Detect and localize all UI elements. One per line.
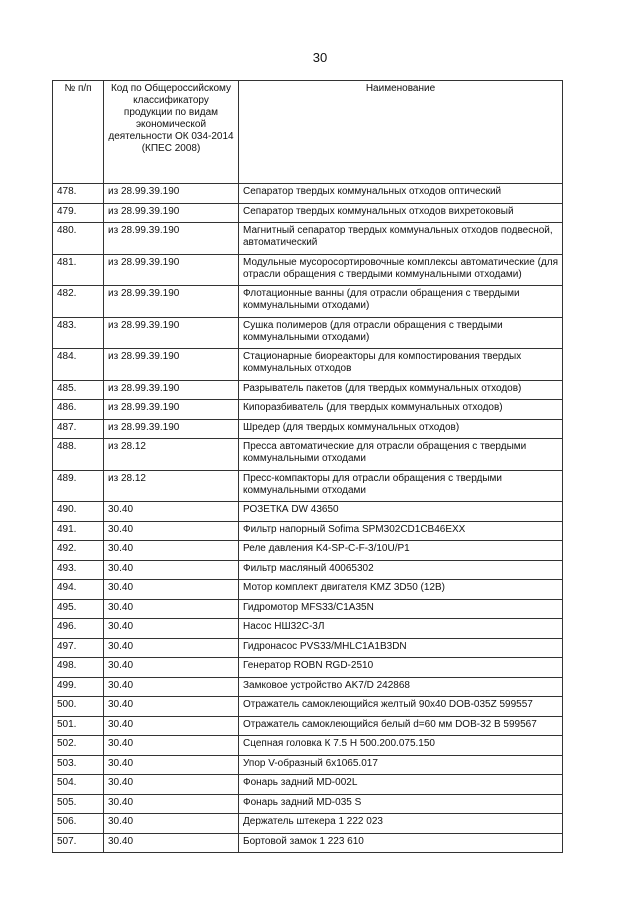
table-row [53, 638, 563, 658]
table-row [53, 677, 563, 697]
row-number-cell: 494. [53, 580, 104, 600]
row-code-cell: из 28.99.39.190 [104, 203, 239, 223]
row-code-cell: из 28.99.39.190 [104, 380, 239, 400]
table-row [53, 619, 563, 639]
row-number-cell: 479. [53, 203, 104, 223]
row-code-cell: из 28.99.39.190 [104, 419, 239, 439]
row-number-cell: 500. [53, 697, 104, 717]
row-code-cell: из 28.99.39.190 [104, 254, 239, 286]
row-name-cell: Кипоразбиватель (для твердых коммунальных отходов) [239, 400, 563, 420]
table-row [53, 470, 563, 502]
row-number-cell: 482. [53, 286, 104, 318]
row-number-cell: 487. [53, 419, 104, 439]
row-number-cell: 507. [53, 833, 104, 853]
row-name-cell: Магнитный сепаратор твердых коммунальных отходов подвесной, автоматический [239, 223, 563, 255]
row-code-cell: 30.40 [104, 697, 239, 717]
row-number-cell: 504. [53, 775, 104, 795]
table-row [53, 184, 563, 204]
row-number-cell: 490. [53, 502, 104, 522]
row-number-cell: 488. [53, 439, 104, 471]
row-name-cell: Генератор ROBN RGD-2510 [239, 658, 563, 678]
row-code-cell: из 28.99.39.190 [104, 184, 239, 204]
table-row [53, 286, 563, 318]
row-number-cell: 496. [53, 619, 104, 639]
table-row [53, 349, 563, 381]
row-name-cell: Фильтр напорный Sofima SPM302CD1CB46EXX [239, 521, 563, 541]
row-code-cell: из 28.12 [104, 439, 239, 471]
row-code-cell: 30.40 [104, 736, 239, 756]
row-name-cell: Гидронасос PVS33/MHLC1A1B3DN [239, 638, 563, 658]
table-row [53, 317, 563, 349]
row-code-cell: 30.40 [104, 658, 239, 678]
row-name-cell: Стационарные биореакторы для компостирования твердых коммунальных отходов [239, 349, 563, 381]
row-number-cell: 503. [53, 755, 104, 775]
row-number-cell: 485. [53, 380, 104, 400]
row-number-cell: 484. [53, 349, 104, 381]
row-code-cell: 30.40 [104, 560, 239, 580]
row-code-cell: из 28.99.39.190 [104, 286, 239, 318]
row-name-cell: Разрыватель пакетов (для твердых коммунальных отходов) [239, 380, 563, 400]
row-number-cell: 492. [53, 541, 104, 561]
row-code-cell: 30.40 [104, 794, 239, 814]
row-name-cell: Сцепная головка К 7.5 Н 500.200.075.150 [239, 736, 563, 756]
page-number: 30 [312, 50, 328, 65]
row-name-cell: Шредер (для твердых коммунальных отходов) [239, 419, 563, 439]
row-name-cell: Фильтр масляный 40065302 [239, 560, 563, 580]
row-number-cell: 506. [53, 814, 104, 834]
row-name-cell: РОЗЕТКА DW 43650 [239, 502, 563, 522]
table-row [53, 439, 563, 471]
row-number-cell: 498. [53, 658, 104, 678]
table-row [53, 697, 563, 717]
row-number-cell: 495. [53, 599, 104, 619]
row-name-cell: Сепаратор твердых коммунальных отходов вихретоковый [239, 203, 563, 223]
row-number-cell: 483. [53, 317, 104, 349]
row-number-cell: 501. [53, 716, 104, 736]
row-name-cell: Отражатель самоклеющийся желтый 90x40 DOB-035Z 599557 [239, 697, 563, 717]
table-row [53, 254, 563, 286]
row-code-cell: из 28.99.39.190 [104, 317, 239, 349]
table-row [53, 599, 563, 619]
row-number-cell: 480. [53, 223, 104, 255]
row-code-cell: 30.40 [104, 599, 239, 619]
table-row [53, 419, 563, 439]
row-name-cell: Фонарь задний MD-002L [239, 775, 563, 795]
table-row [53, 541, 563, 561]
row-code-cell: 30.40 [104, 716, 239, 736]
row-code-cell: из 28.99.39.190 [104, 349, 239, 381]
table-row [53, 716, 563, 736]
row-name-cell: Флотационные ванны (для отрасли обращения с твердыми коммунальными отходами) [239, 286, 563, 318]
row-name-cell: Насос НШ32С-3Л [239, 619, 563, 639]
table-row [53, 833, 563, 853]
table-row [53, 502, 563, 522]
row-name-cell: Реле давления K4-SP-C-F-3/10U/P1 [239, 541, 563, 561]
table-row [53, 400, 563, 420]
row-code-cell: из 28.99.39.190 [104, 223, 239, 255]
table-row [53, 560, 563, 580]
row-name-cell: Держатель штекера 1 222 023 [239, 814, 563, 834]
row-name-cell: Модульные мусоросортировочные комплексы автоматические (для отрасли обращения с твердыми коммунальными отходами) [239, 254, 563, 286]
row-number-cell: 502. [53, 736, 104, 756]
table-row [53, 223, 563, 255]
table-header-row [53, 81, 563, 184]
row-number-cell: 491. [53, 521, 104, 541]
table-row [53, 736, 563, 756]
header-name: Наименование [239, 81, 563, 184]
table-row [53, 580, 563, 600]
row-code-cell: 30.40 [104, 677, 239, 697]
table-row [53, 755, 563, 775]
row-number-cell: 489. [53, 470, 104, 502]
product-table [52, 80, 563, 853]
table-row [53, 203, 563, 223]
row-code-cell: 30.40 [104, 502, 239, 522]
table-row [53, 521, 563, 541]
table-row [53, 658, 563, 678]
row-number-cell: 481. [53, 254, 104, 286]
row-code-cell: 30.40 [104, 521, 239, 541]
table-row [53, 380, 563, 400]
row-number-cell: 493. [53, 560, 104, 580]
row-name-cell: Фонарь задний MD-035 S [239, 794, 563, 814]
row-code-cell: из 28.99.39.190 [104, 400, 239, 420]
header-code: Код по Общероссийскому классификатору продукции по видам экономической деятельности ОК 034-2014 (КПЕС 2008) [104, 81, 239, 184]
row-code-cell: 30.40 [104, 638, 239, 658]
row-name-cell: Отражатель самоклеющийся белый d=60 мм DOB-32 B 599567 [239, 716, 563, 736]
row-name-cell: Упор V-образный 6x1065.017 [239, 755, 563, 775]
row-name-cell: Бортовой замок 1 223 610 [239, 833, 563, 853]
row-code-cell: 30.40 [104, 541, 239, 561]
row-code-cell: 30.40 [104, 619, 239, 639]
row-code-cell: 30.40 [104, 580, 239, 600]
row-code-cell: 30.40 [104, 775, 239, 795]
header-num: № п/п [53, 81, 104, 184]
row-name-cell: Замковое устройство AK7/D 242868 [239, 677, 563, 697]
row-name-cell: Пресс-компакторы для отрасли обращения с твердыми коммунальными отходами [239, 470, 563, 502]
row-number-cell: 478. [53, 184, 104, 204]
row-code-cell: из 28.12 [104, 470, 239, 502]
table-row [53, 794, 563, 814]
table-body [53, 184, 563, 853]
row-name-cell: Сушка полимеров (для отрасли обращения с твердыми коммунальными отходами) [239, 317, 563, 349]
row-name-cell: Гидромотор MFS33/C1A35N [239, 599, 563, 619]
row-number-cell: 499. [53, 677, 104, 697]
row-number-cell: 505. [53, 794, 104, 814]
row-code-cell: 30.40 [104, 755, 239, 775]
row-name-cell: Сепаратор твердых коммунальных отходов оптический [239, 184, 563, 204]
row-code-cell: 30.40 [104, 833, 239, 853]
row-number-cell: 486. [53, 400, 104, 420]
row-number-cell: 497. [53, 638, 104, 658]
table-row [53, 814, 563, 834]
table-row [53, 775, 563, 795]
row-name-cell: Мотор комплект двигателя KMZ 3D50 (12B) [239, 580, 563, 600]
row-code-cell: 30.40 [104, 814, 239, 834]
row-name-cell: Пресса автоматические для отрасли обращения с твердыми коммунальными отходами [239, 439, 563, 471]
